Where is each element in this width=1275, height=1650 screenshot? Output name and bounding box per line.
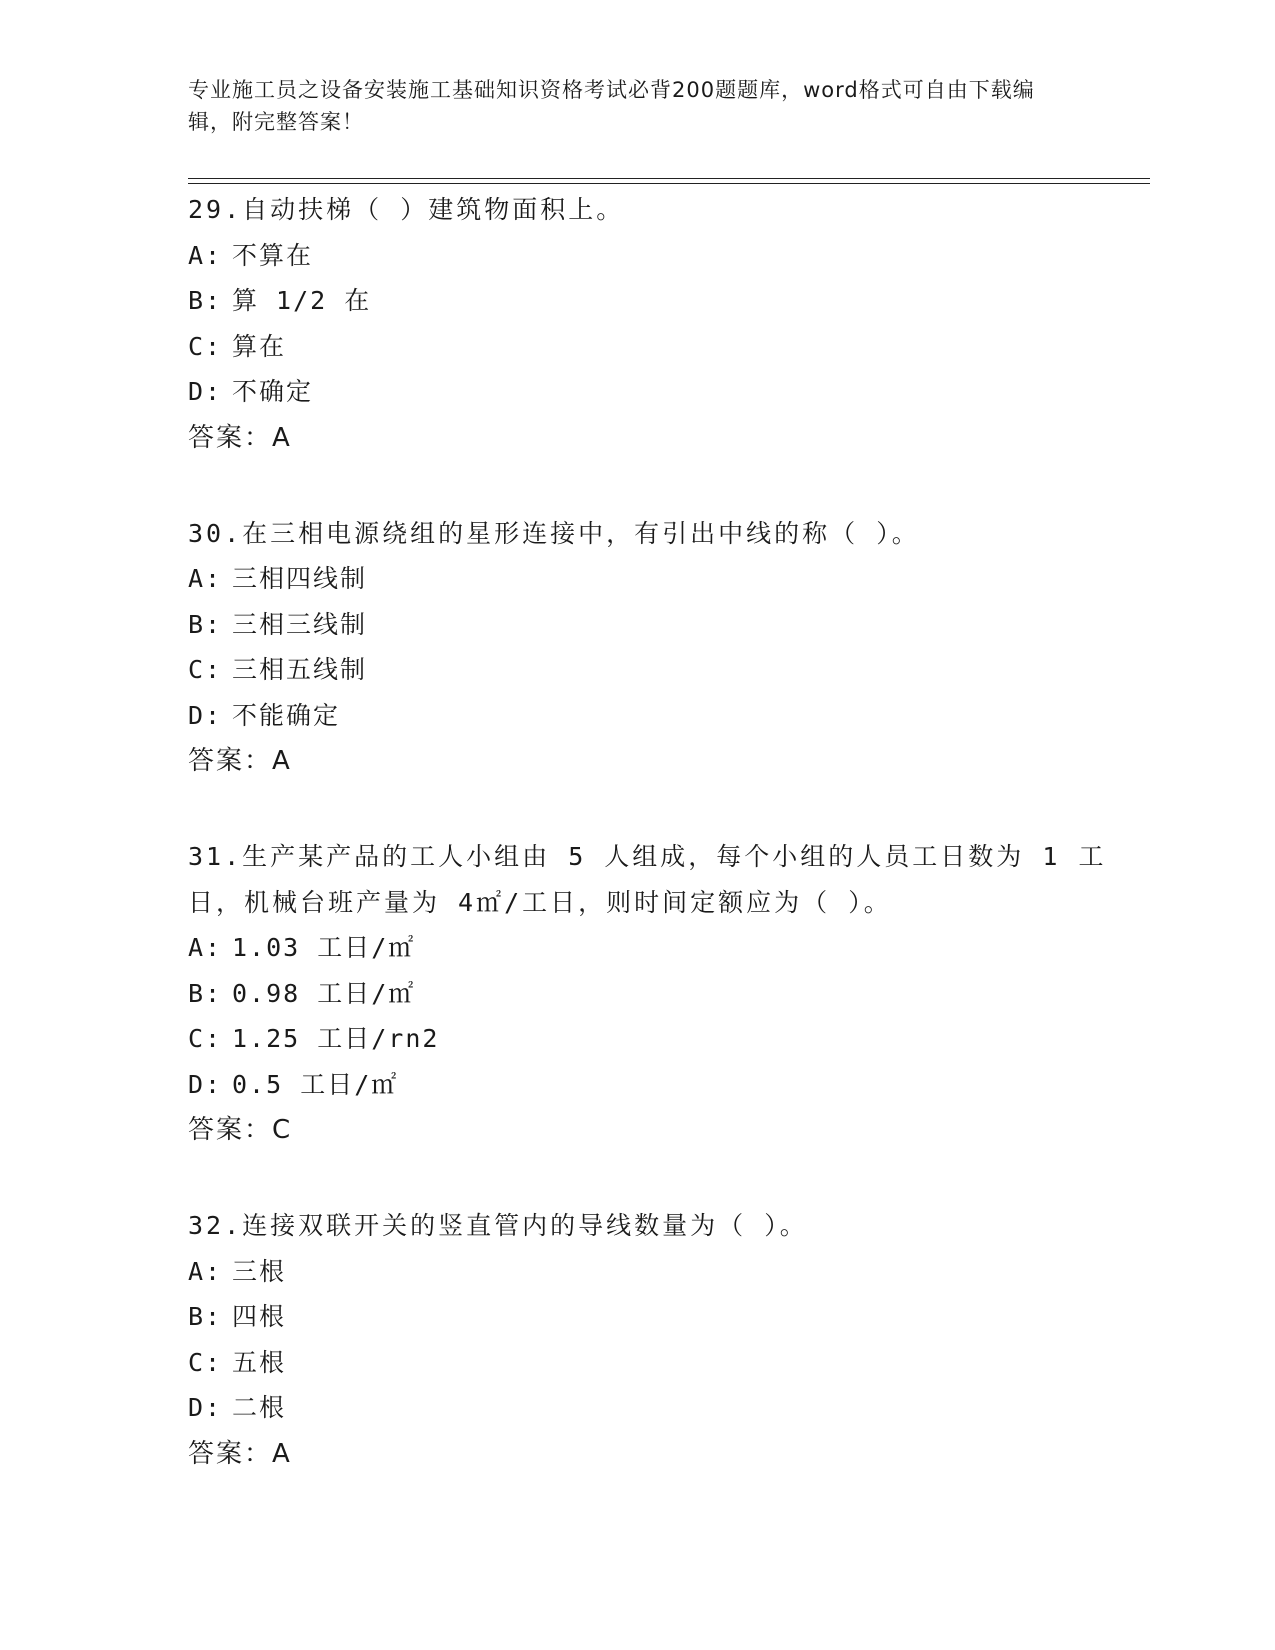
option-text: 三相五线制	[232, 655, 368, 684]
option-key: B:	[188, 1302, 223, 1331]
option-key: D:	[188, 700, 223, 730]
question-stem: 29.自动扶梯（ ）建筑物面积上。	[188, 195, 625, 224]
question-29	[188, 187, 1118, 461]
option-d	[188, 369, 1118, 415]
option-text: 0.98 工日/㎡	[232, 978, 416, 1008]
question-32	[188, 1203, 1118, 1477]
option-key: A:	[188, 933, 223, 962]
option-text: 不确定	[232, 377, 314, 406]
option-key: B:	[188, 286, 223, 315]
option-text: 三根	[232, 1256, 287, 1286]
option-text: 1.03 工日/㎡	[232, 933, 416, 962]
option-key: D:	[188, 377, 223, 406]
option-text: 三相四线制	[232, 564, 368, 593]
option-a	[188, 925, 1118, 971]
option-key: C:	[188, 1347, 223, 1377]
option-text: 不能确定	[232, 700, 341, 730]
option-key: B:	[188, 978, 223, 1008]
option-d	[188, 1385, 1118, 1431]
document-header: 专业施工员之设备安装施工基础知识资格考试必背200题题库，word格式可自由下载编辑，附完整答案！	[188, 78, 1035, 134]
question-31	[188, 834, 1118, 1153]
option-a	[188, 556, 1118, 602]
option-key: C:	[188, 331, 223, 361]
option-c	[188, 647, 1118, 693]
option-c	[188, 1016, 1118, 1062]
option-key: C:	[188, 1024, 223, 1053]
option-text: 四根	[232, 1302, 287, 1331]
question-stem: 31.生产某产品的工人小组由 5 人组成，每个小组的人员工日数为 1 工日，机械台班产量为 4㎡/工日，则时间定额应为（ ）。	[188, 842, 1107, 917]
option-text: 1.25 工日/rn2	[232, 1024, 440, 1053]
option-c	[188, 324, 1118, 370]
option-text: 0.5 工日/㎡	[232, 1069, 399, 1099]
option-text: 三相三线制	[232, 609, 368, 639]
option-b	[188, 602, 1118, 648]
question-stem: 32.连接双联开关的竖直管内的导线数量为（ ）。	[188, 1211, 808, 1240]
option-key: B:	[188, 609, 223, 639]
answer-line: 答案：A	[188, 1438, 292, 1469]
option-b	[188, 971, 1118, 1017]
option-text: 算在	[232, 331, 287, 361]
question-30	[188, 511, 1118, 785]
option-b	[188, 278, 1118, 324]
option-a	[188, 1249, 1118, 1295]
header-rule-bottom	[188, 183, 1150, 184]
option-text: 五根	[232, 1347, 287, 1377]
answer-line: 答案：A	[188, 422, 292, 453]
option-key: A:	[188, 564, 223, 593]
option-key: A:	[188, 1256, 223, 1286]
option-text: 算 1/2 在	[232, 286, 372, 315]
answer-line: 答案：A	[188, 746, 292, 776]
answer-line: 答案：C	[188, 1115, 293, 1145]
option-c	[188, 1340, 1118, 1386]
option-key: A:	[188, 240, 223, 270]
option-key: C:	[188, 655, 223, 684]
option-key: D:	[188, 1393, 223, 1422]
option-text: 不算在	[232, 240, 314, 270]
option-b	[188, 1294, 1118, 1340]
question-list	[188, 187, 1118, 1527]
header-rule-top	[188, 178, 1150, 179]
question-stem: 30.在三相电源绕组的星形连接中，有引出中线的称（ ）。	[188, 518, 920, 548]
option-text: 二根	[232, 1393, 287, 1422]
option-d	[188, 1062, 1118, 1108]
option-d	[188, 693, 1118, 739]
option-a	[188, 233, 1118, 279]
option-key: D:	[188, 1069, 223, 1099]
